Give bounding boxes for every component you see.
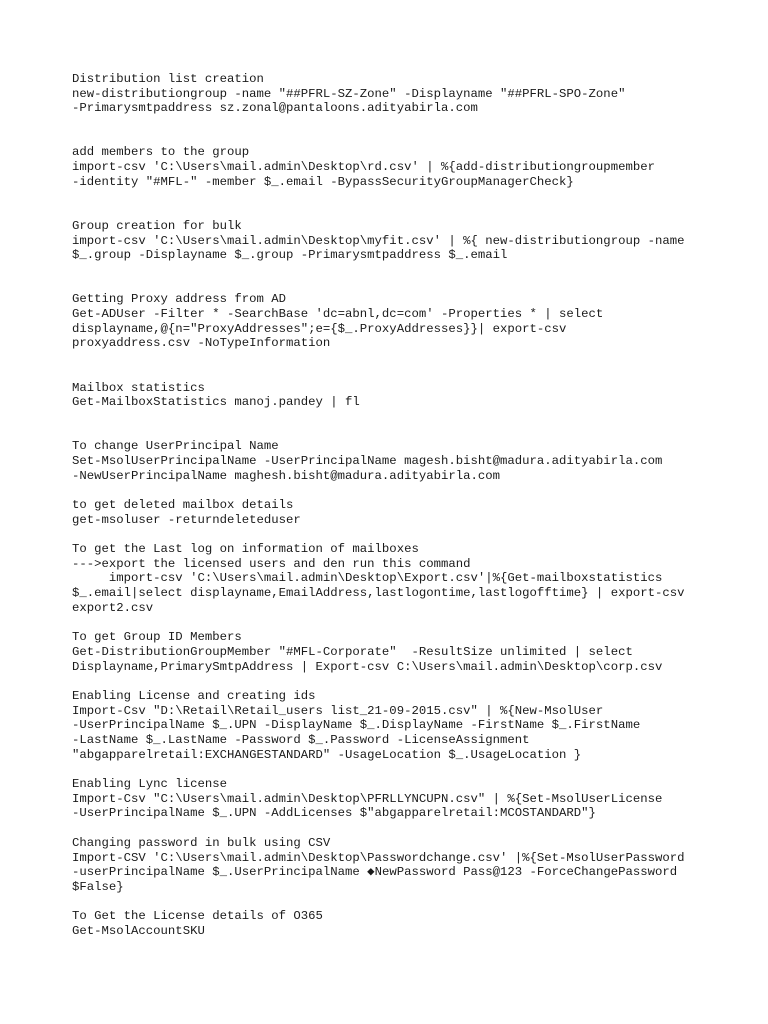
code-line: Displayname,PrimarySmtpAddress | Export-csv C:\Users\mail.admin\Desktop\corp.csv bbox=[72, 659, 663, 674]
section-bulk-password bbox=[72, 836, 712, 895]
section-change-upn bbox=[72, 439, 712, 483]
code-line: Import-Csv "C:\Users\mail.admin\Desktop\PFRLLYNCUPN.csv" | %{Set-MsolUserLicense bbox=[72, 791, 663, 806]
section-title: to get deleted mailbox details bbox=[72, 498, 294, 513]
section-title: Group creation for bulk bbox=[72, 218, 242, 233]
code-line: import-csv 'C:\Users\mail.admin\Desktop\Export.csv'|%{Get-mailboxstatistics bbox=[72, 571, 663, 586]
section-title: To Get the License details of O365 bbox=[72, 909, 323, 924]
code-line: -UserPrincipalName $_.UPN -AddLicenses $"abgapparelretail:MCOSTANDARD"} bbox=[72, 806, 596, 821]
section-lync-license bbox=[72, 777, 712, 821]
code-line: -UserPrincipalName $_.UPN -DisplayName $_.DisplayName -FirstName $_.FirstName bbox=[72, 718, 641, 733]
code-line: new-distributiongroup -name "##PFRL-SZ-Zone" -Displayname "##PFRL-SPO-Zone" bbox=[72, 86, 626, 101]
code-line: export2.csv bbox=[72, 600, 154, 615]
code-line: Set-MsolUserPrincipalName -UserPrincipalName magesh.bisht@madura.adityabirla.com bbox=[72, 453, 663, 468]
code-line: Import-Csv "D:\Retail\Retail_users list_21-09-2015.csv" | %{New-MsolUser bbox=[72, 703, 604, 718]
code-line: displayname,@{n="ProxyAddresses";e={$_.ProxyAddresses}}| export-csv bbox=[72, 321, 567, 336]
code-line: "abgapparelretail:EXCHANGESTANDARD" -UsageLocation $_.UsageLocation } bbox=[72, 747, 582, 762]
section-group-creation-bulk bbox=[72, 219, 712, 263]
section-proxy-address bbox=[72, 292, 712, 351]
section-title: To get Group ID Members bbox=[72, 630, 242, 645]
code-line: --->export the licensed users and den run this command bbox=[72, 556, 471, 571]
section-title: add members to the group bbox=[72, 145, 250, 160]
code-line: import-csv 'C:\Users\mail.admin\Desktop\rd.csv' | %{add-distributiongroupmember bbox=[72, 160, 655, 175]
code-line: Get-MailboxStatistics manoj.pandey | fl bbox=[72, 395, 360, 410]
section-deleted-mailbox bbox=[72, 498, 712, 527]
section-title: Getting Proxy address from AD bbox=[72, 292, 287, 307]
section-last-logon bbox=[72, 542, 712, 615]
code-line: Import-CSV 'C:\Users\mail.admin\Desktop\Passwordchange.csv' |%{Set-MsolUserPassword bbox=[72, 850, 685, 865]
section-title: Enabling Lync license bbox=[72, 777, 227, 792]
section-enable-license bbox=[72, 689, 712, 762]
section-distribution-list bbox=[72, 72, 712, 116]
code-line: Get-MsolAccountSKU bbox=[72, 923, 205, 938]
section-title: Distribution list creation bbox=[72, 72, 264, 86]
code-line: $_.group -Displayname $_.group -Primarysmtpaddress $_.email bbox=[72, 248, 508, 263]
section-license-details bbox=[72, 909, 712, 938]
code-line: -identity "#MFL-" -member $_.email -BypassSecurityGroupManagerCheck} bbox=[72, 174, 574, 189]
code-line: -userPrincipalName $_.UserPrincipalName ◆NewPassword Pass@123 -ForceChangePassword bbox=[72, 865, 678, 880]
document-page bbox=[72, 72, 712, 939]
code-line: -LastName $_.LastName -Password $_.Password -LicenseAssignment bbox=[72, 733, 530, 748]
code-line: -NewUserPrincipalName maghesh.bisht@madura.adityabirla.com bbox=[72, 468, 501, 483]
code-line: $False} bbox=[72, 879, 124, 894]
code-line: Get-DistributionGroupMember "#MFL-Corporate" -ResultSize unlimited | select bbox=[72, 644, 633, 659]
code-line: get-msoluser -returndeleteduser bbox=[72, 512, 301, 527]
section-title: Changing password in bulk using CSV bbox=[72, 835, 331, 850]
section-title: Mailbox statistics bbox=[72, 380, 205, 395]
section-mailbox-statistics bbox=[72, 381, 712, 410]
code-line: Get-ADUser -Filter * -SearchBase 'dc=abnl,dc=com' -Properties * | select bbox=[72, 307, 604, 322]
section-group-members bbox=[72, 630, 712, 674]
section-title: Enabling License and creating ids bbox=[72, 688, 316, 703]
section-add-members bbox=[72, 145, 712, 189]
code-line: -Primarysmtpaddress sz.zonal@pantaloons.adityabirla.com bbox=[72, 101, 478, 116]
code-line: proxyaddress.csv -NoTypeInformation bbox=[72, 336, 331, 351]
section-title: To change UserPrincipal Name bbox=[72, 439, 279, 454]
section-title: To get the Last log on information of mailboxes bbox=[72, 542, 419, 557]
code-line: import-csv 'C:\Users\mail.admin\Desktop\myfit.csv' | %{ new-distributiongroup -name bbox=[72, 233, 685, 248]
code-line: $_.email|select displayname,EmailAddress,lastlogontime,lastlogofftime} | export-csv bbox=[72, 586, 685, 601]
